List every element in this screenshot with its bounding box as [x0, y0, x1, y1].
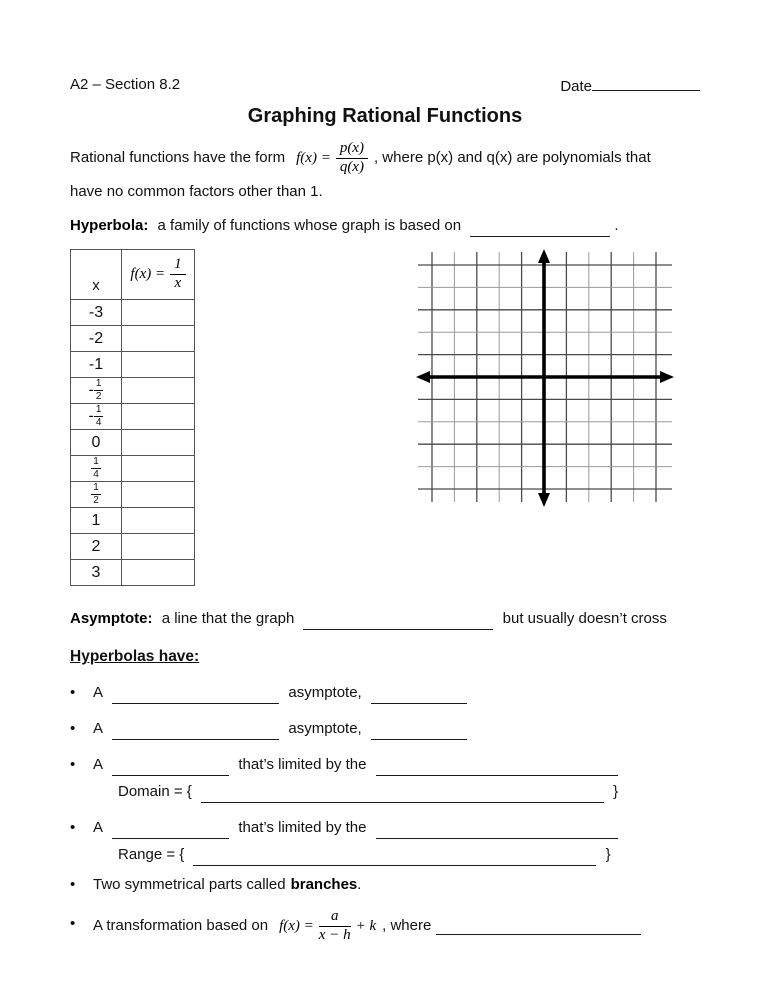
table-row: [71, 404, 195, 430]
bullet-content: [93, 874, 361, 896]
x-value-cell: -3: [71, 300, 122, 326]
x-value-cell: [71, 456, 122, 482]
fx-value-cell: [122, 326, 195, 352]
asymptote-term: Asymptote:: [70, 610, 153, 627]
bullet-lead: A: [93, 756, 104, 773]
fraction: $\frac{1}{2}$: [95, 378, 102, 402]
intro-line-2: have no common factors other than 1.: [70, 183, 323, 200]
x-axis-left-arrow-icon: [416, 371, 430, 383]
x-value-cell: [71, 482, 122, 508]
x-value-cell: -2: [71, 326, 122, 352]
x-value-cell: 1: [71, 508, 122, 534]
bullet-blank-2: [376, 759, 618, 776]
intro-text-after: , where p(x) and q(x) are polynomials that: [373, 149, 651, 166]
table-row: [71, 560, 195, 586]
intro-line-1: [70, 137, 700, 179]
asymptote-definition: [70, 608, 700, 630]
bullet-mid: asymptote,: [288, 684, 362, 701]
range-label: Range = {: [118, 846, 185, 863]
branches-text: Two symmetrical parts called: [93, 876, 286, 893]
table-row: [71, 508, 195, 534]
x-axis-right-arrow-icon: [660, 371, 674, 383]
table-row: [71, 378, 195, 404]
bullet-icon: •: [70, 684, 76, 701]
intro-paragraph: [70, 137, 700, 203]
bullet-transformation: [70, 900, 700, 948]
fx-value-cell: [122, 534, 195, 560]
bullet-icon: •: [70, 915, 76, 932]
bullet-icon: •: [70, 819, 76, 836]
bullet-content: [93, 682, 467, 704]
x-value-cell: - $\frac{1}{4}$: [71, 404, 122, 430]
asymptote-blank: [303, 613, 493, 630]
x-value-cell: 2: [71, 534, 122, 560]
intro-text-before: Rational functions have the form: [70, 149, 286, 166]
x-value-cell: -1: [71, 352, 122, 378]
y-axis-up-arrow-icon: [538, 249, 550, 263]
fx-value-cell: [122, 378, 195, 404]
bullet-horizontal-asymptote: [70, 718, 700, 740]
values-table: [70, 249, 195, 586]
bullet-lead: A: [93, 720, 104, 737]
domain-blank: [201, 786, 604, 803]
bullet-lead: A: [93, 684, 104, 701]
hyperbola-term: Hyperbola:: [70, 217, 149, 234]
range-close-brace: }: [605, 846, 611, 863]
fx-value-cell: [122, 482, 195, 508]
bullet-blank-1: [112, 687, 279, 704]
bullet-mid: that’s limited by the: [238, 756, 367, 773]
fx-value-cell: [122, 300, 195, 326]
fraction: $\frac{1}{2}$: [93, 482, 99, 506]
y-axis-down-arrow-icon: [538, 493, 550, 507]
bullet-icon: •: [70, 756, 76, 773]
date-label: Date: [560, 78, 592, 95]
transformation-blank: [436, 918, 641, 935]
bullet-content: [93, 904, 641, 948]
bullet-lead: A: [93, 819, 104, 836]
range-blank: [193, 849, 596, 866]
hyperbolas-have-heading: Hyperbolas have:: [70, 648, 200, 665]
fx-value-cell: [122, 430, 195, 456]
hyperbola-text: a family of functions whose graph is based on: [157, 217, 462, 234]
asymptote-text-before: a line that the graph: [161, 610, 295, 627]
table-row: [71, 482, 195, 508]
bullet-blank-1: [112, 822, 229, 839]
fx-column-header: [122, 250, 195, 300]
fx-value-cell: [122, 508, 195, 534]
range-line: [118, 844, 700, 866]
hyperbola-period: .: [614, 217, 619, 234]
header-row: [70, 74, 700, 98]
fraction: $\frac{1}{4}$: [93, 456, 99, 480]
table-row: [71, 326, 195, 352]
x-column-header: x: [71, 250, 122, 300]
domain-close-brace: }: [613, 783, 619, 800]
table-row: [71, 300, 195, 326]
hyperbola-definition: [70, 215, 700, 237]
bullet-mid: that’s limited by the: [238, 819, 367, 836]
domain-label: Domain = {: [118, 783, 192, 800]
fx-header-formula: f(x) = $\frac{1}{x}$: [130, 266, 185, 282]
table-row: [71, 430, 195, 456]
x-table-body: [71, 300, 195, 586]
table-row: [71, 534, 195, 560]
bullet-vertical-asymptote: [70, 682, 700, 704]
bullet-content: [93, 817, 618, 839]
bullet-content: [93, 718, 467, 740]
transformation-text: A transformation based on: [93, 917, 269, 934]
bullet-blank-2: [376, 822, 618, 839]
bullet-icon: •: [70, 720, 76, 737]
transformation-where: , where: [382, 917, 432, 934]
bullet-icon: •: [70, 876, 76, 893]
bullet-domain-group: [70, 754, 700, 803]
section-label: A2 – Section 8.2: [70, 76, 181, 93]
transformation-formula: f(x) = $\frac{a}{x - h}$ + k: [279, 907, 377, 943]
fx-value-cell: [122, 560, 195, 586]
x-value-cell: 3: [71, 560, 122, 586]
fx-value-cell: [122, 404, 195, 430]
branches-term: branches: [290, 876, 358, 893]
hyperbola-blank: [470, 220, 610, 237]
bullet-blank-2: [371, 723, 467, 740]
bullet-range: [70, 817, 700, 839]
bullet-range-group: [70, 817, 700, 866]
date-blank: [592, 74, 700, 91]
table-header-row: [71, 250, 195, 300]
bullet-mid: asymptote,: [288, 720, 362, 737]
fraction: $\frac{a}{x - h}$: [318, 907, 351, 943]
fraction: $\frac{p(x)}{q(x)}$: [336, 141, 368, 176]
fx-value-cell: [122, 352, 195, 378]
bullet-blank-1: [112, 759, 229, 776]
asymptote-text-after: but usually doesn’t cross: [502, 610, 667, 627]
bullet-content: [93, 754, 618, 776]
table-row: [71, 352, 195, 378]
fraction: $\frac{1}{x}$: [170, 257, 186, 292]
graph-wrap: [416, 249, 674, 514]
x-value-cell: 0: [71, 430, 122, 456]
branches-period: .: [357, 876, 362, 893]
page-title: Graphing Rational Functions: [247, 105, 523, 127]
table-row: [71, 456, 195, 482]
x-value-cell: - $\frac{1}{2}$: [71, 378, 122, 404]
bullet-branches: [70, 874, 700, 896]
fx-value-cell: [122, 456, 195, 482]
fraction: $\frac{1}{4}$: [95, 404, 102, 428]
bullet-domain: [70, 754, 700, 776]
domain-line: [118, 781, 700, 803]
bullet-blank-2: [371, 687, 467, 704]
date-field: [560, 74, 700, 98]
rational-form-formula: f(x) = $\frac{p(x)}{q(x)}$: [296, 141, 368, 176]
coordinate-grid: [416, 249, 674, 507]
table-and-graph-row: [70, 249, 700, 586]
bullet-blank-1: [112, 723, 279, 740]
